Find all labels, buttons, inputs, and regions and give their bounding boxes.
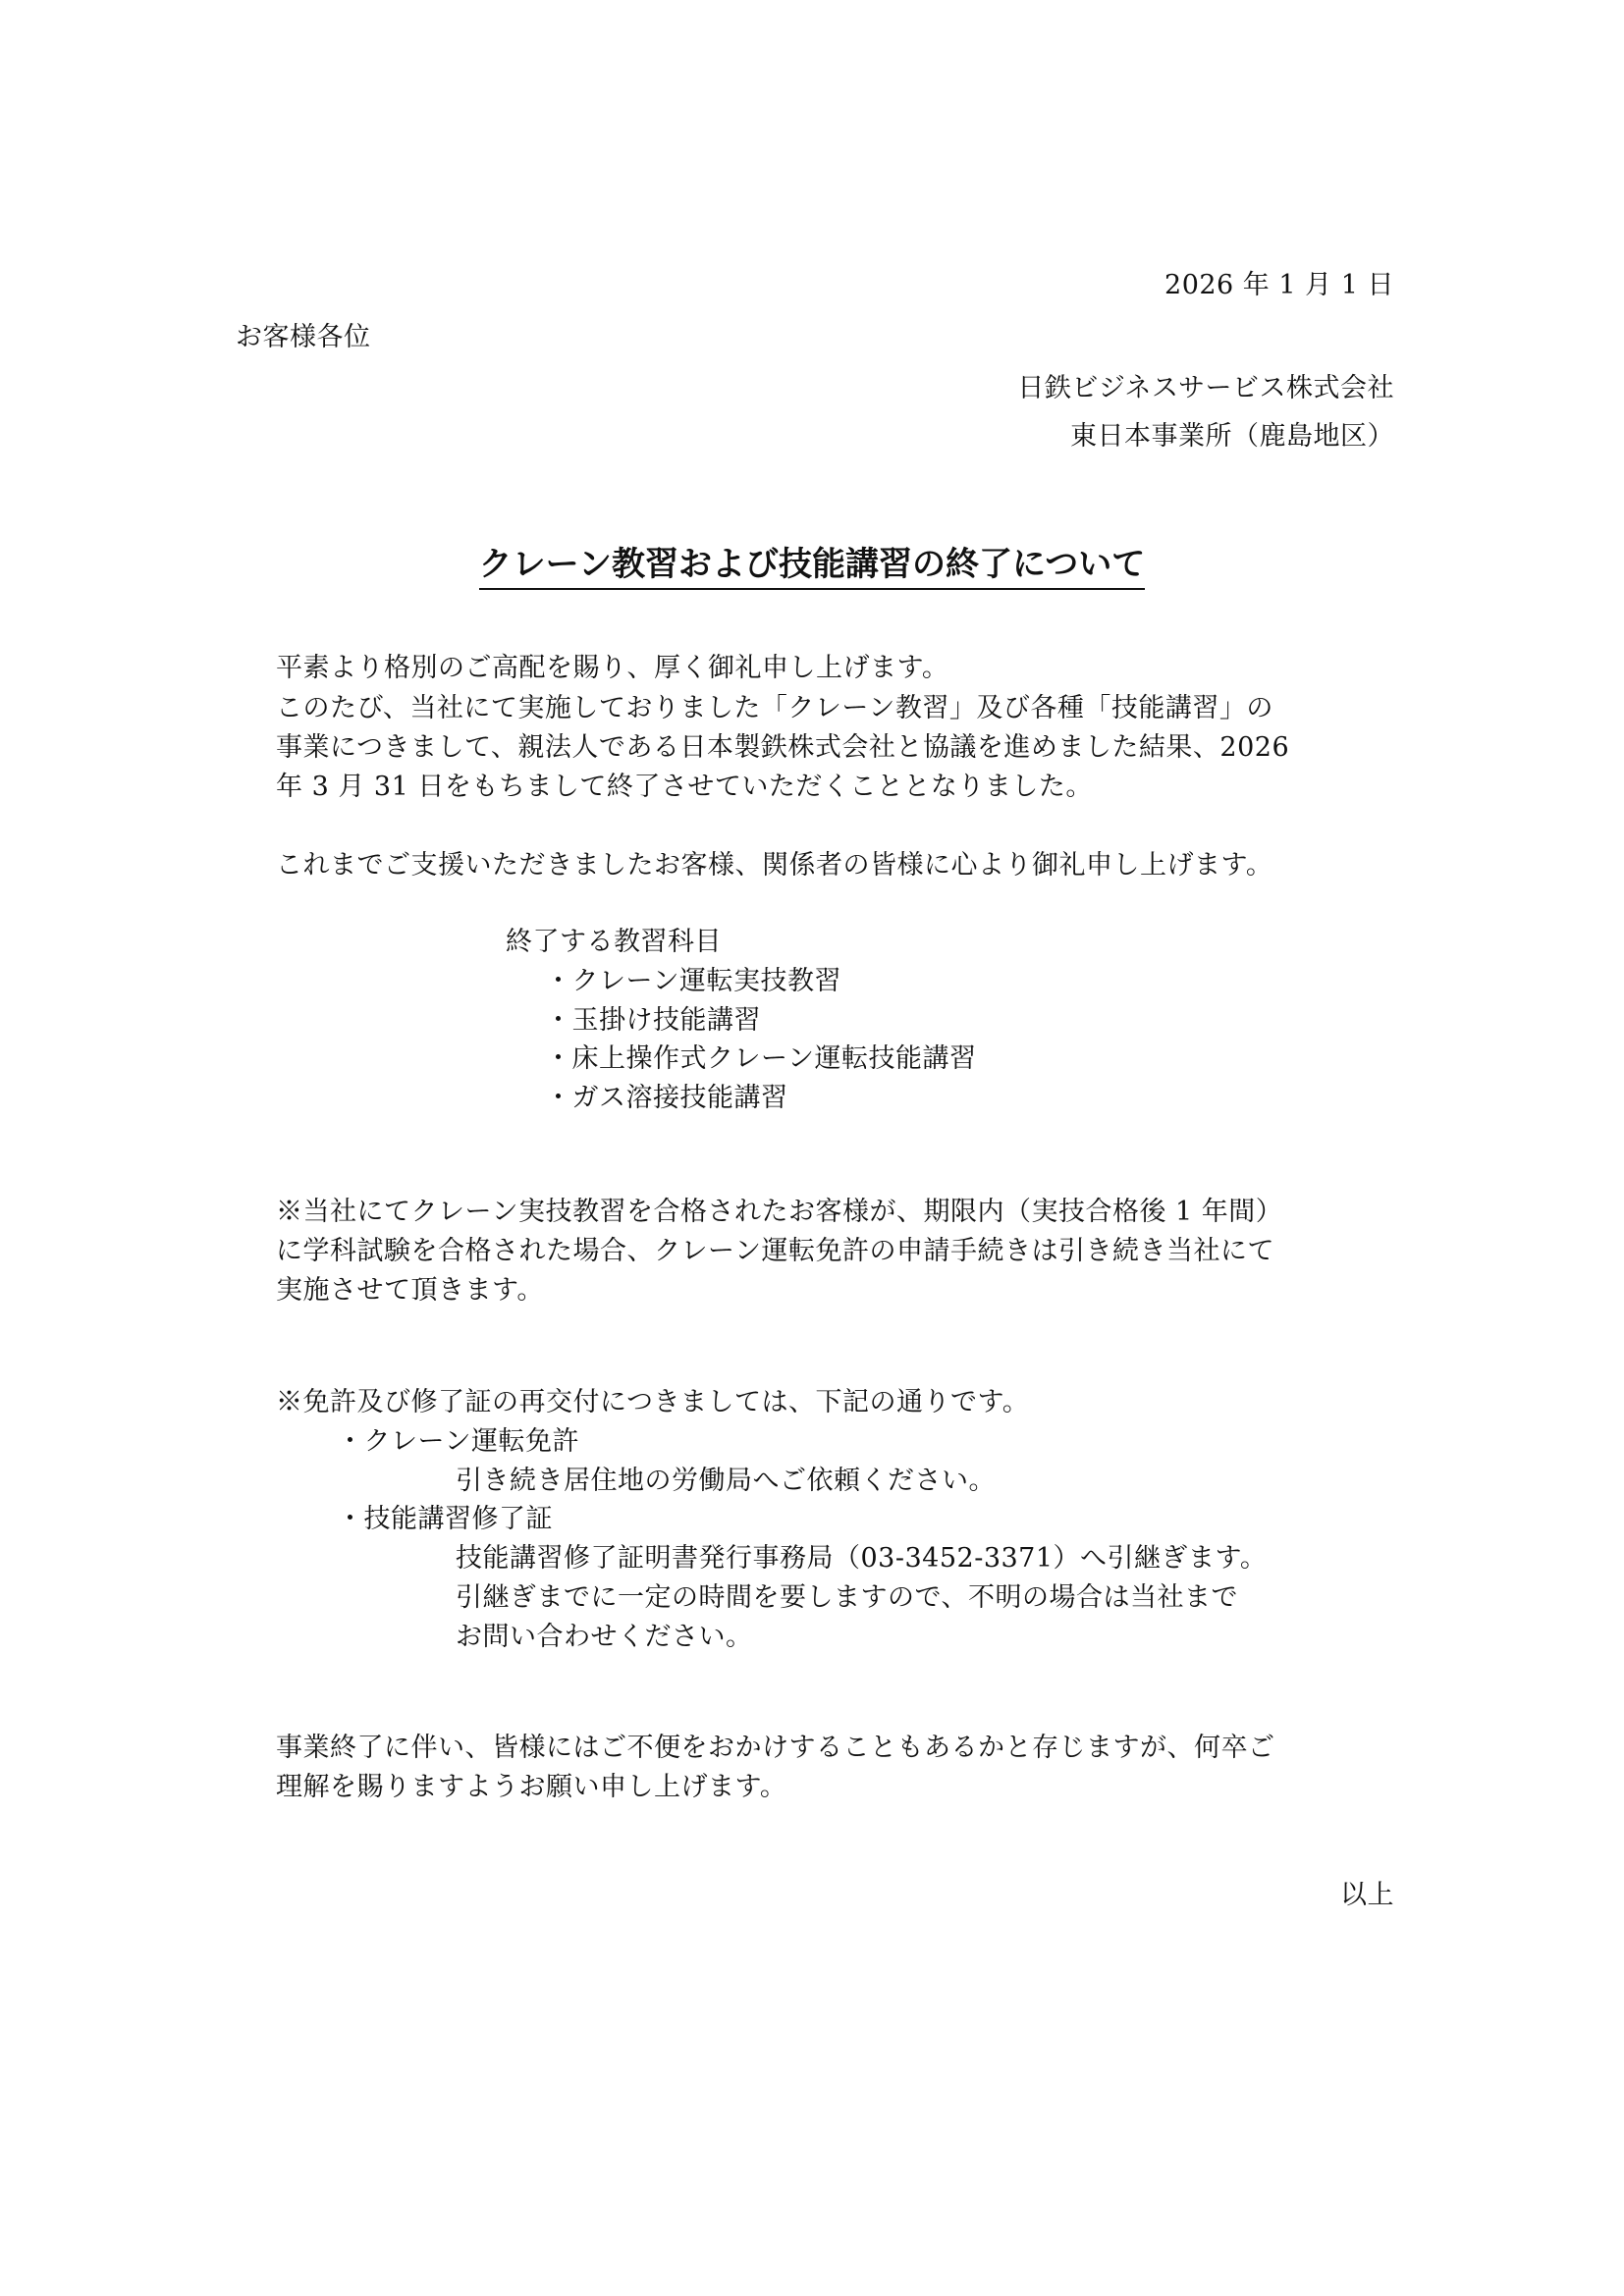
end-mark: 以上 — [1340, 1880, 1394, 1910]
note1-line-3: 実施させて頂きます。 — [276, 1275, 544, 1306]
document-date: 2026 年 1 月 1 日 — [1164, 270, 1394, 300]
sender-office: 東日本事業所（鹿島地区） — [1070, 421, 1394, 452]
closing-line-2: 理解を賜りますようお願い申し上げます。 — [276, 1772, 787, 1802]
document-title — [0, 543, 1624, 590]
license-text: 引き続き居住地の労働局へご依頼ください。 — [456, 1466, 996, 1496]
intro-line-1: 平素より格別のご高配を賜り、厚く御礼申し上げます。 — [276, 653, 949, 683]
license-label: ・クレーン運転免許 — [337, 1426, 579, 1457]
note1-line-1: ※当社にてクレーン実技教習を合格されたお客様が、期限内（実技合格後 1 年間） — [276, 1197, 1283, 1227]
sender-company: 日鉄ビジネスサービス株式会社 — [1017, 373, 1394, 403]
cert-line-3: お問い合わせください。 — [456, 1622, 753, 1652]
courses-heading: 終了する教習科目 — [506, 927, 722, 957]
course-item: ・玉掛け技能講習 — [545, 1005, 761, 1036]
recipient: お客様各位 — [236, 322, 371, 352]
cert-line-1: 技能講習修了証明書発行事務局（03-3452-3371）へ引継ぎます。 — [456, 1543, 1268, 1574]
cert-line-2: 引継ぎまでに一定の時間を要しますので、不明の場合は当社まで — [456, 1582, 1238, 1613]
thanks-line: これまでご支援いただきましたお客様、関係者の皆様に心より御礼申し上げます。 — [276, 850, 1273, 881]
document-title-text: クレーン教習および技能講習の終了について — [479, 543, 1146, 590]
note1-line-2: に学科試験を合格された場合、クレーン運転免許の申請手続きは引き続き当社にて — [276, 1236, 1274, 1266]
closing-line-1: 事業終了に伴い、皆様にはご不便をおかけすることもあるかと存じますが、何卒ご — [276, 1733, 1275, 1763]
course-item: ・ガス溶接技能講習 — [545, 1083, 788, 1113]
note2-heading: ※免許及び修了証の再交付につきましては、下記の通りです。 — [276, 1387, 1030, 1417]
intro-line-4: 年 3 月 31 日をもちまして終了させていただくこととなりました。 — [276, 772, 1093, 802]
cert-label: ・技能講習修了証 — [337, 1504, 553, 1534]
intro-line-2: このたび、当社にて実施しておりました「クレーン教習」及び各種「技能講習」の — [276, 693, 1273, 723]
course-item: ・床上操作式クレーン運転技能講習 — [545, 1043, 977, 1074]
course-item: ・クレーン運転実技教習 — [545, 966, 841, 996]
intro-line-3: 事業につきまして、親法人である日本製鉄株式会社と協議を進めました結果、2026 — [276, 732, 1290, 763]
